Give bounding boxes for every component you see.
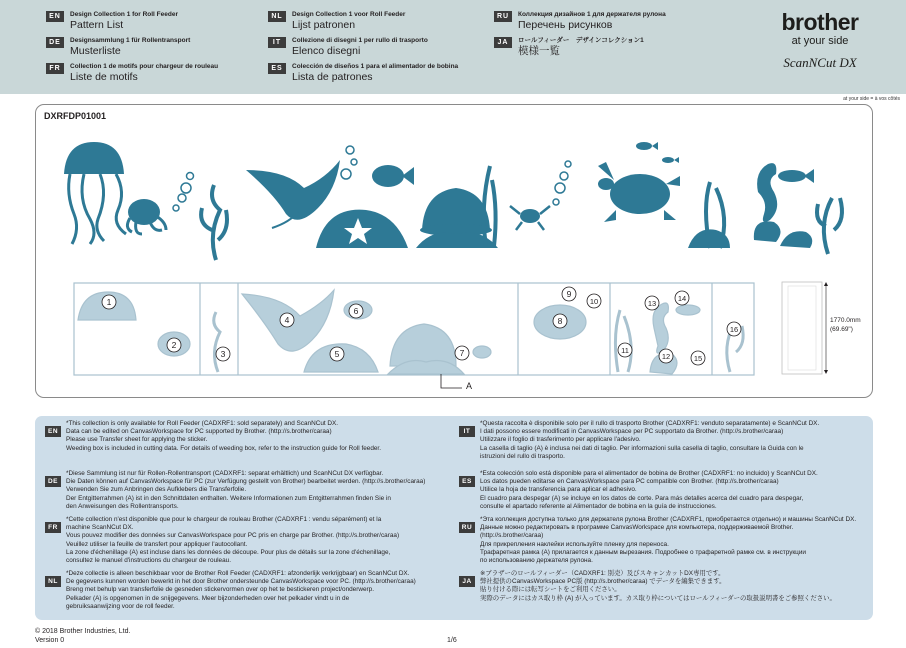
header-lang-nl <box>268 10 458 36</box>
svg-text:2: 2 <box>171 340 177 350</box>
note-line: по использованию держателя рулона. <box>480 557 593 565</box>
header-lang-it <box>268 36 458 62</box>
lang-code: DE <box>45 476 61 487</box>
dimension-in: (69.69") <box>830 326 853 333</box>
lang-code: JA <box>494 37 512 48</box>
dimension-mm: 1770.0mm <box>830 317 861 324</box>
pattern-number-10 <box>587 294 601 308</box>
note-ru <box>459 516 856 565</box>
note-line: *Deze collectie is alleen beschikbaar voor de Brother Roll Feeder (CADXRF1: afzonderlijk verkrijgbaar) en ScanNCut DX. <box>66 570 410 577</box>
copyright: © 2018 Brother Industries, Ltd. <box>35 628 131 635</box>
header-title: Pattern List <box>70 19 124 31</box>
header-subtitle: Design Collection 1 for Roll Feeder <box>70 11 178 18</box>
svg-text:1: 1 <box>106 297 112 307</box>
header-lang-es <box>268 62 458 88</box>
header-title: Lijst patronen <box>292 19 356 31</box>
header-subtitle: Коллекция дизайнов 1 для держателя рулона <box>518 11 666 18</box>
notes-panel <box>35 416 873 620</box>
header-lang-fr <box>46 62 218 88</box>
bubbles-1 <box>173 173 194 212</box>
note-line: Breng met behulp van transferfolie de gesneden stickervormen over op het te bestickeren project/onderwerp. <box>66 586 374 594</box>
note-ja <box>459 570 836 603</box>
note-line: *Diese Sammlung ist nur für Rollen-Rollentransport (CADXRF1: separat erhältlich) und ScanNCut DX verfügbar. <box>66 470 384 477</box>
svg-text:4: 4 <box>284 315 290 325</box>
note-line: Pelkader (A) is opgenomen in de snijgegevens. Meer bijzonderheden over het pelkader vindt u in de <box>66 594 350 602</box>
note-fr <box>45 516 399 565</box>
lang-code: NL <box>268 11 286 22</box>
note-it <box>459 420 819 461</box>
note-line: Данные можно редактировать в программе CanvasWorkspace для компьютера, поддерживаемой Brother. <box>480 524 794 532</box>
svg-text:12: 12 <box>661 352 671 361</box>
lang-code: JA <box>459 576 475 587</box>
lang-code: FR <box>46 63 64 74</box>
note-line: machine ScanNCut DX. <box>66 524 134 532</box>
product-logo: ScanNCut DX <box>783 55 857 70</box>
note-line: ※ブラザーのロールフィーダー（CADXRF1: 別売）及びスキャンカットDX専用です。 <box>480 570 725 577</box>
header-subtitle: Collection 1 de motifs pour chargeur de rouleau <box>70 63 219 70</box>
header-subtitle: Design Collection 1 voor Roll Feeder <box>292 11 406 18</box>
svg-text:16: 16 <box>729 325 739 334</box>
note-line: Die Daten können auf CanvasWorkspace für PC (zur Verfügung gestellt von Brother) bearbeitet werden. (http://s.brother/caraa) <box>66 478 426 486</box>
note-line: 貼り付ける際には転写シートをご利用ください。 <box>480 586 621 594</box>
note-line: De gegevens kunnen worden bewerkt in het door Brother ondersteunde CanvasWorkspace voor PC. (http://s.brother/caraa) <box>66 578 416 586</box>
pattern-number-2 <box>167 338 181 352</box>
note-es <box>459 470 818 511</box>
lang-code: FR <box>45 522 61 533</box>
note-line: gebruiksaanwijzing voor de roll feeder. <box>66 602 175 610</box>
lang-code: ES <box>459 476 475 487</box>
ocean-artwork <box>36 130 872 265</box>
svg-text:8: 8 <box>557 316 563 326</box>
brand-logo: brother <box>781 9 859 35</box>
note-line: Для прикрепления наклейки используйте пленку для переноса. <box>480 540 669 548</box>
pattern-number-15 <box>691 351 705 365</box>
svg-text:11: 11 <box>621 346 629 355</box>
note-line: I dati possono essere modificati in CanvasWorkspace per PC supportato da Brother. (http://s.brother/caraa) <box>480 428 784 436</box>
lang-code: EN <box>46 11 64 22</box>
note-line: 実際のデータにはカス取り枠 (A) が入っています。カス取り枠についてはロールフィーダーの取扱説明書をご参照ください。 <box>480 594 836 602</box>
lang-code: ES <box>268 63 286 74</box>
svg-text:5: 5 <box>334 349 340 359</box>
svg-text:6: 6 <box>353 306 359 316</box>
pattern-number-6 <box>349 304 363 318</box>
weeding-box-label: A <box>466 381 473 391</box>
svg-text:14: 14 <box>677 294 687 303</box>
header-lang-en <box>46 10 218 36</box>
note-line: consulte el apartado referente al Alimentador de bobina en la guía de instrucciones. <box>480 502 717 510</box>
header-subtitle: Collezione di disegni 1 per rullo di trasporto <box>292 37 428 44</box>
note-line: Трафаретная рамка (A) прилагается к данным вырезания. Подробнее о трафаретной рамке см. в инструкции <box>480 548 806 556</box>
pattern-number-13 <box>645 296 659 310</box>
pattern-code: DXRFDP01001 <box>44 111 107 121</box>
pattern-number-7 <box>455 346 469 360</box>
pattern-number-4 <box>280 313 294 327</box>
brand-tagline: at your side <box>791 35 849 47</box>
note-line: *This collection is only available for Roll Feeder (CADXRF1: sold separately) and ScanNCut DX. <box>66 420 339 427</box>
header-lang-ja <box>494 36 666 62</box>
page-number: 1/6 <box>447 637 457 644</box>
pattern-number-11 <box>618 343 632 357</box>
header-subtitle: Designsammlung 1 für Rollentransport <box>70 37 191 44</box>
lang-code: IT <box>268 37 286 48</box>
tagline-translation: at your side = à vos côtés <box>843 96 900 102</box>
header-column-middle <box>268 10 458 88</box>
note-line: El cuadro para despegar (A) se incluye en los datos de corte. Para más detalles acerca del cuadro para despegar, <box>480 494 804 502</box>
note-line: La casella di taglio (A) è inclusa nei dati di taglio. Per informazioni sulla casella di taglio, consultare la Guida con le <box>480 444 804 452</box>
lang-code: IT <box>459 426 475 437</box>
cut-layout <box>36 280 872 390</box>
pattern-number-8 <box>553 314 567 328</box>
header-subtitle: ロールフィーダー デザインコレクション1 <box>518 37 644 44</box>
footer <box>35 627 130 645</box>
lang-code: RU <box>459 522 475 533</box>
note-line: *Esta colección solo está disponible para el alimentador de bobina de Brother (CADXRF1: no incluido) y ScanNCut DX. <box>480 470 818 477</box>
header-title: Lista de patrones <box>292 71 373 83</box>
version: Version 0 <box>35 637 65 644</box>
lang-code: NL <box>45 576 61 587</box>
note-line: Utilizzare il foglio di trasferimento per applicare l'adesivo. <box>480 436 641 444</box>
pattern-number-1 <box>102 295 116 309</box>
header-title: Elenco disegni <box>292 45 361 57</box>
header-title: Liste de motifs <box>70 71 138 83</box>
svg-text:9: 9 <box>566 289 572 299</box>
lang-code: RU <box>494 11 512 22</box>
note-line: *Эта коллекция доступна только для держателя рулона Brother (CADXRF1, приобретается отдельно) и машины ScanNCut DX. <box>480 516 857 523</box>
header-title: Перечень рисунков <box>518 19 613 31</box>
octopus-shape <box>127 199 166 234</box>
header-lang-de <box>46 36 218 62</box>
note-line: consultez le manuel d'instructions du chargeur de rouleau. <box>66 557 231 565</box>
pattern-number-16 <box>727 322 741 336</box>
header-column-left <box>46 10 218 88</box>
svg-text:7: 7 <box>459 348 465 358</box>
note-line: Vous pouvez modifier des données sur CanvasWorkspace pour PC pris en charge par Brother. (http://s.brother/caraa) <box>66 532 400 540</box>
note-de <box>45 470 425 511</box>
note-line: Utilice la hoja de transferencia para aplicar el adhesivo. <box>480 486 637 494</box>
note-line: *Cette collection n'est disponible que pour le chargeur de rouleau Brother (CADXRF1 : vendu séparément) et la <box>66 516 382 523</box>
svg-text:13: 13 <box>647 299 657 308</box>
note-line: 弊社提供のCanvasWorkspace PC版 (http://s.brother/caraa) でデータを編集できます。 <box>480 578 726 586</box>
note-line: Please use Transfer sheet for applying the sticker. <box>66 436 208 444</box>
header-lang-ru <box>494 10 666 36</box>
header-subtitle: Colección de diseños 1 para el alimentador de bobina <box>292 63 459 70</box>
jellyfish-shape <box>64 142 126 244</box>
pattern-number-14 <box>675 291 689 305</box>
note-line: La zone d'échenillage (A) est incluse dans les données de découpe. Pour plus de détails sur la zone d'échenillage, <box>66 548 391 556</box>
note-line: istruzioni del rullo di trasporto. <box>480 452 565 460</box>
pattern-number-5 <box>330 347 344 361</box>
note-en <box>45 420 381 453</box>
note-line: Veuillez utiliser la feuille de transfert pour appliquer l'autocollant. <box>66 540 248 548</box>
note-line: Los datos pueden editarse en CanvasWorkspace para PC compatible con Brother. (http://s.brother/caraa) <box>480 478 779 486</box>
lang-code: DE <box>46 37 64 48</box>
pattern-number-9 <box>562 287 576 301</box>
note-nl <box>45 570 416 611</box>
pattern-number-12 <box>659 349 673 363</box>
note-line: Der Entgitterrahmen (A) ist in den Schnittdaten enthalten. Weitere Informationen zum Entgitterrahmen finden Sie in <box>66 494 391 502</box>
header-title: 模様一覧 <box>518 45 560 57</box>
pattern-number-3 <box>216 347 230 361</box>
svg-text:3: 3 <box>220 349 226 359</box>
note-line: (http://s.brother/caraa) <box>480 532 544 540</box>
svg-text:10: 10 <box>589 297 599 306</box>
svg-text:15: 15 <box>693 354 703 363</box>
header-column-right <box>494 10 666 62</box>
note-line: Data can be edited on CanvasWorkspace for PC supported by Brother. (http://s.brother/caraa) <box>66 428 332 436</box>
lang-code: EN <box>45 426 61 437</box>
note-line: den Anweisungen des Rollentransports. <box>66 502 179 510</box>
header-band <box>0 0 906 94</box>
header-title: Musterliste <box>70 45 121 57</box>
note-line: Weeding box is included in cutting data. For details of weeding box, refer to the instruction guide for Roll feeder. <box>66 444 381 452</box>
note-line: *Questa raccolta è disponibile solo per il rullo di trasporto Brother (CADXRF1: venduto separatamente) e ScanNCut DX. <box>480 420 820 427</box>
note-line: Verwenden Sie zum Anbringen des Aufklebers die Transferfolie. <box>66 486 247 494</box>
brand-block <box>770 10 870 71</box>
